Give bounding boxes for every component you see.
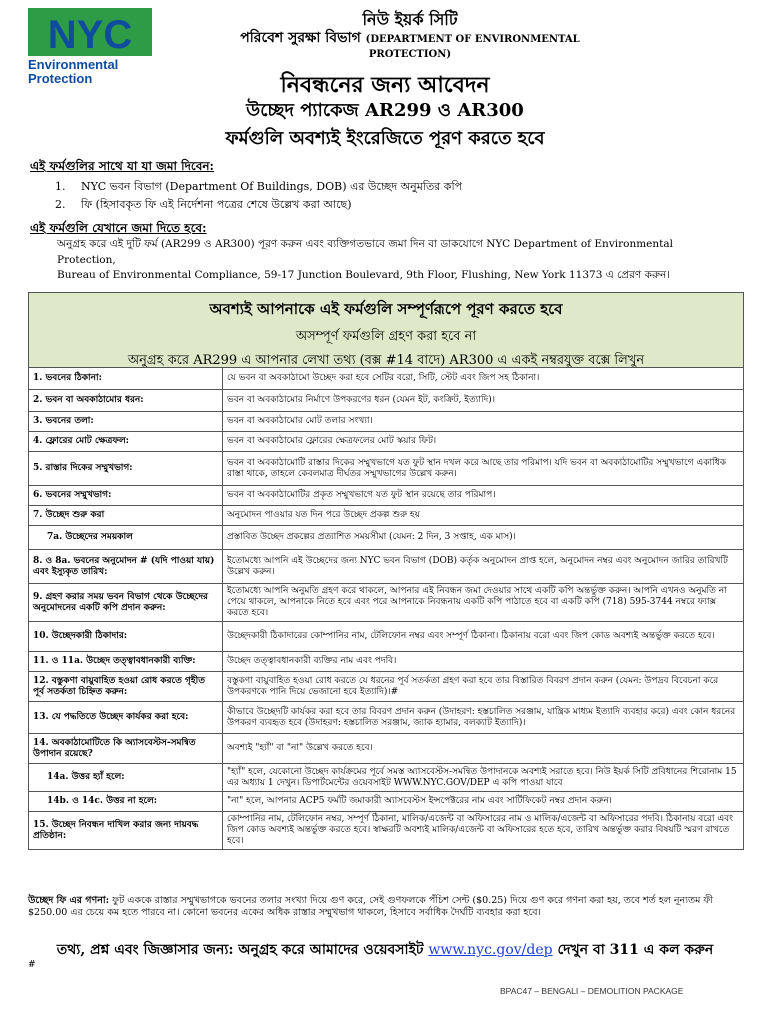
table-row	[29, 368, 744, 390]
notice-line1: অবশ্যই আপনাকে এই ফর্মগুলি সম্পূর্ণরূপে পূরণ করতে হবে	[209, 300, 563, 318]
notice-line2: অসম্পূর্ণ ফর্মগুলি গ্রহণ করা হবে না	[295, 329, 477, 344]
agency-city: নিউ ইয়র্ক সিটি	[362, 10, 458, 29]
notice-box	[28, 292, 744, 368]
row-description: ইতোমধ্যে আপনি অনুমতি গ্রহণ করে থাকলে, আপনার এই নিবন্ধন জমা দেওয়ার সাথে একটি কপি অন্তর্ভুক্ত করুন। আপনি এখনও অনুমতি না পেয়ে থাকলে, আপনাকে নিতে হবে এবং পরে আপনাকে নিবন্ধনায় একটি কপি পাঠাতে হবে বা একটি কপি (718) 595-3744 নম্বরে ফ্যাক্স করতে হবে।	[223, 584, 744, 622]
table-row	[29, 792, 744, 812]
submit-where-line1: অনুগ্রহ করে এই দুটি ফর্ম (AR299 ও AR300) পূরণ করুন এবং ব্যক্তিগতভাবে জমা দিন বা ডাকযোগে NYC Department of Environmental	[57, 238, 673, 250]
hash-mark: #	[28, 960, 36, 970]
row-label: 7a. উচ্ছেদের সময়কাল	[29, 526, 223, 550]
row-description: কোম্পানির নাম, টেলিফোন নম্বর, সম্পূর্ণ ঠিকানা, মালিক/এজেন্ট বা অফিসারের নাম ও মালিক/এজেন্ট বা অফিসারের পদবি। ঠিকানায় বরো এবং জিপ কোড অবশ্যই অন্তর্ভুক্ত করতে হবে। স্বাক্ষরটি অবশ্যই মালিক/এজেন্ট বা অফিসারের হতে হবে, তারিখ অন্তর্ভুক্ত করার বিষয়টি স্মরণ রাখতে হবে।	[223, 812, 744, 850]
instructions-table	[28, 367, 744, 850]
agency-dept	[200, 30, 620, 48]
fee-text: ফুট এককে রাস্তার সম্মুখভাগকে ভবনের তলার সংখ্যা দিয়ে গুণ করে, সেই গুণফলকে পঁচিশ সেন্ট ($0.25) দিয়ে গুণ করে গণনা করা হয়, তবে শর্ত হল নূন্যতম ফী $250.00 এর চেয়ে কম হতে পারবে না। কোনো ভবনের একের অধিক রাস্তার সম্মুখভাগ থাকলে, হিসাবে সর্বাধিক দৈর্ঘটি ব্যবহার করা হবে।	[28, 895, 714, 918]
row-label: 7. উচ্ছেদ শুরু করা	[29, 506, 223, 526]
row-label: 11. ও 11a. উচ্ছেদ তত্ত্বাবধানকারী ব্যক্তি:	[29, 652, 223, 672]
row-description: উচ্ছেদ তত্ত্বাবধানকারী ব্যক্তির নাম এবং পদবি।	[223, 652, 744, 672]
submit-with-heading: এই ফর্মগুলির সাথে যা যা জমা দিবেন:	[30, 159, 214, 173]
row-description: উচ্ছেদকারী ঠিকাদারের কোম্পানির নাম, টেলিফোন নম্বর এবং সম্পূর্ণ ঠিকানা। ঠিকানায় বরো এবং জিপ কোড অবশ্যই অন্তর্ভুক্ত করতে হবে।	[223, 622, 744, 652]
list-item	[55, 178, 462, 197]
table-row	[29, 412, 744, 432]
table-row	[29, 526, 744, 550]
logo-line1: Environmental	[28, 57, 119, 72]
row-label: 14a. উত্তর হ্যাঁ হলে:	[29, 764, 223, 792]
row-label: 9. গ্রহণ করার সময় ভবন বিভাগ থেকে উচ্ছেদের অনুমোদনের একটি কপি প্রদান করুন:	[29, 584, 223, 622]
agency-dept-en: (DEPARTMENT OF ENVIRONMENTAL	[365, 34, 580, 45]
row-description: "না" হলে, আপনার ACP5 ফর্মটি জমাকারী অ্যাসবেস্টস ইন্সপেক্টরের নাম এবং সার্টিফিকেট নম্বর প্রদান করুন।	[223, 792, 744, 812]
row-label: 13. যে পদ্ধতিতে উচ্ছেদ কার্যকর করা হবে:	[29, 702, 223, 734]
table-row	[29, 550, 744, 584]
row-label: 10. উচ্ছেদকারী ঠিকাদার:	[29, 622, 223, 652]
fee-calculation	[28, 895, 744, 919]
table-row	[29, 622, 744, 652]
info-label: তথ্য, প্রশ্ন এবং জিজ্ঞাসার জন্য:	[56, 942, 234, 958]
table-row	[29, 390, 744, 412]
table-row	[29, 812, 744, 850]
table-row	[29, 652, 744, 672]
row-label: 5. রাস্তার দিকের সম্মুখভাগ:	[29, 452, 223, 486]
submit-where-line2: Protection,	[57, 254, 116, 266]
agency-dept-en-2: PROTECTION)	[368, 49, 452, 60]
row-description: "হ্যাঁ" হলে, যেকোনো উচ্ছেদ কার্যক্রমের পূর্বে সমস্ত অ্যাসবেস্টস-সমন্বিত উপাদানকে অবশ্যই সরাতে হবে। নিউ ইয়র্ক সিটি প্রবিধানের শিরোনাম 15 এর অধ্যায় 1 দেখুন। ডিপার্টমেন্টের ওয়েবসাইট WWW.NYC.GOV/DEP এ কপি পাওয়া যাবে	[223, 764, 744, 792]
row-label: 14. অবকাঠামোটিতে কি অ্যাসবেস্টস-সমন্বিত উপাদান রয়েছে?	[29, 734, 223, 764]
form-subtitle: উচ্ছেদ প্যাকেজ AR299 ও AR300	[246, 100, 524, 121]
list-text: ফি (হিসাবকৃত ফি এই নির্দেশনা পত্রের শেষে উল্লেখ করা আছে)	[81, 198, 352, 211]
row-label: 1. ভবনের ঠিকানা:	[29, 368, 223, 390]
list-num: 2.	[55, 198, 66, 211]
submit-where-heading: এই ফর্মগুলি যেখানে জমা দিতে হবে:	[30, 221, 207, 235]
website-link[interactable]: www.nyc.gov/dep	[428, 942, 553, 958]
row-description: ভবন বা অবকাঠামোর ফ্লোরের ক্ষেত্রফলের মোট স্কয়ার ফিট।	[223, 432, 744, 452]
table-row	[29, 432, 744, 452]
fee-label: উচ্ছেদ ফি এর গণনা:	[28, 895, 110, 906]
form-title: নিবন্ধনের জন্য আবেদন	[280, 72, 490, 98]
info-line	[0, 938, 770, 962]
row-label: 8. ও 8a. ভবনের অনুমোদন # (যদি পাওয়া যায়) এবং ইস্যুকৃত তারিখ:	[29, 550, 223, 584]
row-description: ভবন বা অবকাঠামোর মোট তলার সংখ্যা।	[223, 412, 744, 432]
row-description: কীভাবে উচ্ছেদটি কার্যকর করা হবে তার বিবরণ প্রদান করুন (উদাহরণ: হস্তচালিত সরঞ্জাম, যান্ত্রিক মাধ্যম ইত্যাদি ব্যবহার করে) এবং কোন ধরনের উপকরণ ব্যবহৃত হবে (উদাহরণ: হস্তচালিত সরঞ্জাম, জ্যাক হ্যামার, বলক্যাট ইত্যাদি)।	[223, 702, 744, 734]
submit-where-line3: Bureau of Environmental Compliance, 59-17 Junction Boulevard, 9th Floor, Flushing, New York 11373 এ প্রেরণ করুন।	[57, 269, 671, 281]
info-post: দেখুন বা 311 এ কল করুন	[552, 942, 714, 958]
row-label: 15. উচ্ছেদ নিবন্ধন দাখিল করার জন্য দায়বদ্ধ প্রতিষ্ঠান:	[29, 812, 223, 850]
row-label: 6. ভবনের সম্মুখভাগ:	[29, 486, 223, 506]
list-item	[55, 196, 352, 215]
row-label: 2. ভবন বা অবকাঠামোর ধরন:	[29, 390, 223, 412]
footer-text: BPAC47 – BENGALI – DEMOLITION PACKAGE	[500, 986, 684, 996]
table-row	[29, 584, 744, 622]
row-label: 3. ভবনের তলা:	[29, 412, 223, 432]
row-label: 12. বস্তুকণা বায়ুবাহিত হওয়া রোধ করতে গৃহীত পূর্ব সতর্কতা চিহ্নিত করুন:	[29, 672, 223, 702]
row-description: প্রস্তাবিত উচ্ছেদ প্রকল্পের প্রত্যাশিত সময়সীমা (যেমন: 2 দিন, 3 সপ্তাহ, এক মাস)।	[223, 526, 744, 550]
row-description: ভবন বা অবকাঠামোটির প্রকৃত সম্মুখভাগে যত ফুট স্থান রয়েছে তার পরিমাপ।	[223, 486, 744, 506]
logo-nyc-text: NYC	[47, 13, 133, 57]
row-description: বস্তুকণা বায়ুবাহিত হওয়া রোধ করতে যে ধরনের পূর্ব সতর্কতা গ্রহণ করা হবে তার বিস্তারিত বিবরণ প্রদান করুন (যেমন: উপদ্রব বিবেচনা করে উপকরণকে পানি দিয়ে ভেজানো হবে ইত্যাদি)।#	[223, 672, 744, 702]
table-row	[29, 672, 744, 702]
table-row	[29, 506, 744, 526]
logo-line2: Protection	[28, 71, 93, 86]
table-row	[29, 702, 744, 734]
info-pre: অনুগ্রহ করে আমাদের ওয়েবসাইট	[233, 942, 429, 958]
row-description: অনুমোদন পাওয়ার যত দিন পরে উচ্ছেদ প্রকল্প শুরু হয়	[223, 506, 744, 526]
row-description: ভবন বা অবকাঠামোর নির্মাণে উপকরণের ধরন (যেমন ইট, কংক্রিট, ইত্যাদি)।	[223, 390, 744, 412]
list-text: NYC ভবন বিভাগ (Department Of Buildings, DOB) এর উচ্ছেদ অনুমতির কপি	[81, 180, 463, 193]
table-row	[29, 764, 744, 792]
table-row	[29, 734, 744, 764]
agency-header	[200, 10, 620, 62]
table-row	[29, 452, 744, 486]
notice-line3: অনুগ্রহ করে AR299 এ আপনার লেখা তথ্য (বক্স #14 বাদে) AR300 এ একই নম্বরযুক্ত বক্সে লিখুন	[127, 353, 645, 368]
row-description: যে ভবন বা অবকাঠামো উচ্ছেদ করা হবে সেটির বরো, সিটি, স্টেট এবং জিপ সহ ঠিকানা।	[223, 368, 744, 390]
row-description: ইতোমধ্যে আপনি এই উচ্ছেদের জন্য NYC ভবন বিভাগ (DOB) কর্তৃক অনুমোদন প্রাপ্ত হলে, অনুমোদন নম্বর এবং অনুমোদন জারির তারিখটি উল্লেখ করুন।	[223, 550, 744, 584]
row-description: ভবন বা অবকাঠামোটি রাস্তার দিকের সম্মুখভাগে যত ফুট স্থান দখল করে আছে তার পরিমাপ। যদি ভবন বা অবকাঠামোটির সম্মুখভাগে একাধিক রাস্তা থাকে, তাহলে কেবলমাত্র দীর্ঘতর সম্মুখভাগের উল্লেখ করুন।	[223, 452, 744, 486]
row-description: অবশ্যই "হ্যাঁ" বা "না" উল্লেখ করতে হবে।	[223, 734, 744, 764]
agency-dept-bn: পরিবেশ সুরক্ষা বিভাগ	[240, 30, 361, 46]
list-num: 1.	[55, 180, 66, 193]
table-row	[29, 486, 744, 506]
row-label: 4. ফ্লোরের মোট ক্ষেত্রফল:	[29, 432, 223, 452]
row-label: 14b. ও 14c. উত্তর না হলে:	[29, 792, 223, 812]
english-notice: ফর্মগুলি অবশ্যই ইংরেজিতে পূরণ করতে হবে	[225, 128, 545, 149]
